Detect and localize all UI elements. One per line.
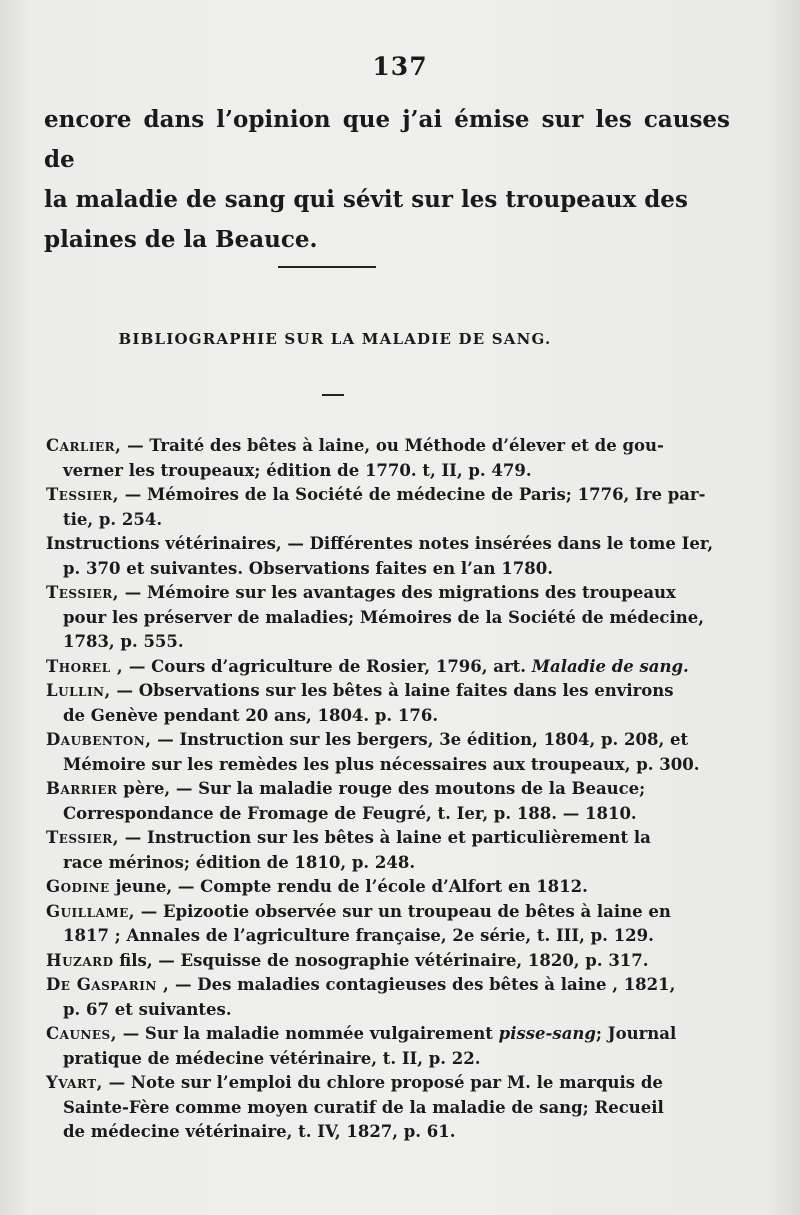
entry-text: père, — Sur la maladie rouge des moutons de la Beauce;	[123, 779, 646, 798]
entry-line	[46, 1071, 663, 1096]
entry-line	[46, 851, 636, 876]
entry-line	[46, 483, 706, 508]
bibliography-entry	[46, 679, 674, 728]
entry-text: Mémoire sur les remèdes les plus nécessaires aux troupeaux, p. 300.	[63, 754, 700, 774]
entry-line	[46, 606, 704, 631]
entry-text: de médecine vétérinaire, t. IV, 1827, p. 61.	[63, 1122, 456, 1141]
entry-line	[46, 973, 676, 998]
intro-paragraph	[44, 100, 730, 260]
entry-text: fils, — Esquisse de nosographie vétérinaire, 1820, p. 317.	[119, 950, 649, 970]
entry-line	[46, 581, 676, 606]
entry-text: — Note sur l’emploi du chlore proposé par M. le marquis de	[108, 1073, 663, 1092]
entry-author: Godine	[46, 877, 110, 896]
bibliography-title: BIBLIOGRAPHIE SUR LA MALADIE DE SANG.	[118, 330, 552, 348]
entry-line	[46, 900, 671, 925]
bibliography-entry	[46, 728, 700, 777]
entry-line	[46, 826, 651, 851]
entry-author: Guillame,	[46, 901, 136, 921]
entry-text: — Epizootie observée sur un troupeau de bêtes à laine en	[140, 901, 671, 921]
bibliography-entry	[46, 875, 636, 900]
entry-author: Carlier,	[46, 436, 122, 455]
entry-text: 1783, p. 555.	[63, 632, 184, 651]
entry-italic-text: Maladie de sang.	[531, 656, 689, 676]
entry-text: jeune, — Compte rendu de l’école d’Alfort en 1812.	[115, 877, 588, 896]
entry-text: 1817 ; Annales de l’agriculture française, 2e série, t. III, p. 129.	[63, 926, 654, 945]
bibliography-entry	[46, 655, 689, 680]
entry-line	[46, 949, 649, 974]
bibliography-entry	[46, 826, 651, 875]
entry-author: Daubenton,	[46, 730, 152, 749]
entry-text: de Genève pendant 20 ans, 1804. p. 176.	[63, 705, 439, 725]
entry-line	[46, 924, 654, 949]
entry-line	[46, 802, 636, 827]
intro-line: la maladie de sang qui sévit sur les troupeaux des	[44, 186, 688, 213]
bibliography-entry	[46, 434, 664, 483]
entry-author: Huzard	[46, 950, 114, 970]
page-number: 137	[372, 52, 428, 81]
entry-text: Correspondance de Fromage de Feugré, t. Ier, p. 188. — 1810.	[63, 803, 637, 823]
entry-text: verner les troupeaux; édition de 1770. t, II, p. 479.	[63, 460, 532, 480]
bibliography-entry	[46, 532, 714, 581]
entry-author: Tessier,	[46, 583, 119, 602]
entry-author: Yvart,	[46, 1073, 103, 1092]
entry-text: — Sur la maladie nommée vulgairement	[122, 1024, 493, 1043]
bibliography-list	[46, 434, 714, 1145]
entry-author: Caunes,	[46, 1024, 117, 1043]
entry-text: tie, p. 254.	[63, 509, 163, 529]
section-divider	[278, 266, 376, 268]
entry-text: Instructions vétérinaires, — Différentes notes insérées dans le tome Ier,	[46, 534, 714, 553]
entry-author: Tessier,	[46, 828, 119, 847]
entry-line	[46, 704, 636, 729]
entry-line	[46, 777, 646, 802]
entry-text: — Cours d’agriculture de Rosier, 1796, art.	[128, 656, 527, 676]
entry-line	[46, 753, 700, 778]
entry-author: Thorel ,	[46, 656, 124, 676]
entry-author: De Gasparin ,	[46, 975, 170, 994]
entry-line	[46, 630, 636, 655]
entry-text: — Des maladies contagieuses des bêtes à laine , 1821,	[175, 975, 676, 994]
entry-text: Sainte-Fère comme moyen curatif de la maladie de sang; Recueil	[63, 1097, 664, 1117]
entry-author: Barrier	[46, 779, 118, 798]
entry-text: race mérinos; édition de 1810, p. 248.	[63, 852, 416, 872]
entry-line	[46, 1047, 636, 1072]
entry-text: p. 67 et suivantes.	[63, 999, 232, 1019]
entry-text: — Observations sur les bêtes à laine faites dans les environs	[116, 681, 674, 700]
entry-text: pour les préserver de maladies; Mémoires de la Société de médecine,	[63, 607, 704, 627]
entry-author: Tessier,	[46, 485, 119, 504]
entry-line	[46, 434, 664, 459]
bibliography-entry	[46, 777, 646, 826]
entry-line	[46, 1022, 677, 1047]
entry-text: p. 370 et suivantes. Observations faites en l’an 1780.	[63, 558, 553, 578]
title-divider	[322, 394, 344, 396]
entry-text: — Mémoire sur les avantages des migrations des troupeaux	[124, 583, 676, 602]
entry-line	[46, 508, 636, 533]
entry-line	[46, 998, 636, 1023]
bibliography-entry	[46, 1022, 677, 1071]
bibliography-entry	[46, 483, 706, 532]
entry-line	[46, 875, 636, 900]
entry-line	[46, 532, 714, 557]
bibliography-entry	[46, 900, 671, 949]
entry-text: ; Journal	[595, 1024, 677, 1043]
bibliography-entry	[46, 949, 649, 974]
entry-line	[46, 1120, 636, 1145]
entry-text: — Traité des bêtes à laine, ou Méthode d’élever et de gou-	[127, 436, 664, 455]
intro-line: plaines de la Beauce.	[44, 226, 318, 253]
entry-text: pratique de médecine vétérinaire, t. II, p. 22.	[63, 1048, 481, 1068]
entry-author: Lullin,	[46, 681, 111, 700]
intro-line: encore dans l’opinion que j’ai émise sur les causes de	[44, 106, 730, 173]
entry-text: — Instruction sur les bergers, 3e édition, 1804, p. 208, et	[157, 730, 689, 749]
bibliography-entry	[46, 1071, 664, 1145]
bibliography-entry	[46, 973, 676, 1022]
entry-text: — Mémoires de la Société de médecine de Paris; 1776, Ire par-	[124, 485, 706, 504]
entry-line	[46, 728, 689, 753]
entry-italic-text: pisse-sang	[498, 1024, 596, 1043]
entry-text: — Instruction sur les bêtes à laine et particulièrement la	[124, 828, 651, 847]
entry-line	[46, 1096, 664, 1121]
entry-line	[46, 655, 689, 680]
entry-line	[46, 557, 636, 582]
entry-line	[46, 679, 674, 704]
bibliography-entry	[46, 581, 704, 655]
entry-line	[46, 459, 636, 484]
